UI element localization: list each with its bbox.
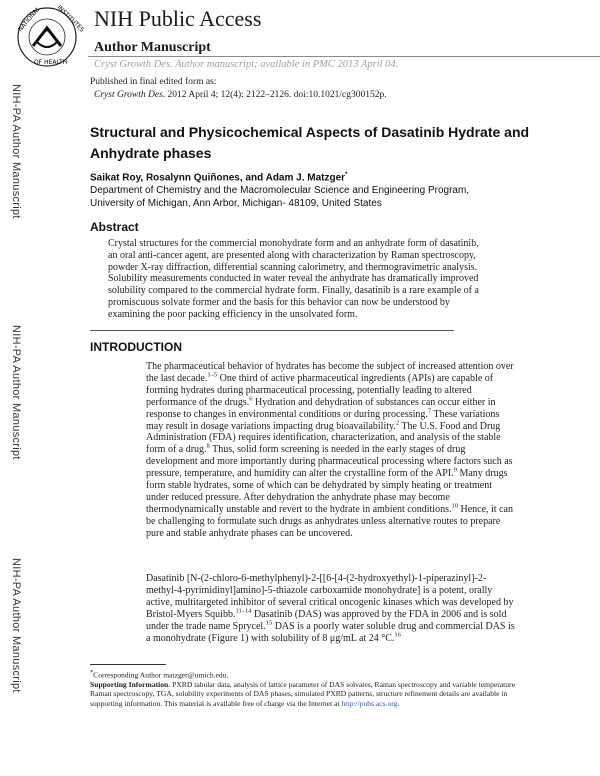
side-label-3: NIH-PA Author Manuscript	[10, 558, 22, 693]
footnote-supp-end: .	[397, 698, 400, 708]
abstract-text: Crystal structures for the commercial monohydrate form and an anhydrate form of dasatinib, an oral anti-cancer agent, are presented along with characterization by Raman spectroscopy, powder X-ray diffraction, differential scanning calorimetry, and thermogravimetric analysis. Solubility measurements conducted in water reveal the anhydrate has dramatically improved solubility compared to the commercial hydrate form. Finally, dasatinib is a rare example of a promiscuous solvate former and the basis for this behavior can now be understood by examining the poor packing efficiency in the unsolvated form.	[108, 238, 479, 320]
footnote-mark: *	[90, 669, 94, 676]
footnote-corresponding	[90, 668, 520, 680]
p1-text: Thus, solid form screening is needed in the early stages of drug development and more importantly during pharmaceutical processing where factors such as pressure, temperature, and humidity can alter the crystalline form of the API.	[146, 444, 513, 480]
nih-seal-logo	[16, 3, 86, 68]
footnote-supp-text: . PXRD tabular data, analysis of lattice parameter of DAS solvates, Raman spectroscopy and variable temperature Raman spectroscopy, TGA, solubility experiments of DAS phases, simulated PXRD patterns, structure refinement details are available in supporting information. This material is available free of charge via the Internet at	[90, 680, 515, 708]
p1-text: The pharmaceutical behavior of hydrates has become the subject of increased attention over the last decade.	[146, 361, 514, 384]
p2-ref: 16	[394, 631, 401, 639]
publication-line1: Published in final edited form as:	[90, 77, 217, 87]
intro-paragraph-1	[146, 361, 516, 540]
corresponding-mark: *	[345, 172, 348, 178]
p1-ref: 6	[249, 395, 253, 403]
footnote-supp-link[interactable]: http://pubs.acs.org	[341, 698, 398, 708]
p1-ref: 10	[451, 502, 458, 510]
header-availability-note: Cryst Growth Des. Author manuscript; available in PMC 2013 April 04.	[94, 59, 399, 70]
p1-ref: 1–5	[207, 371, 218, 379]
p1-ref: 9	[453, 466, 457, 474]
p2-ref: 15	[265, 619, 273, 627]
seal-text-left: NATIONAL	[16, 5, 42, 34]
p1-ref: 7	[427, 407, 432, 415]
nih-seal-icon	[16, 3, 86, 68]
publication-citation	[90, 89, 387, 102]
publication-journal: Cryst Growth Des	[94, 90, 163, 100]
article-affiliation: Department of Chemistry and the Macromolecular Science and Engineering Program, University of Michigan, Ann Arbor, Michigan- 48109, United States	[90, 185, 470, 209]
side-label-2: NIH-PA Author Manuscript	[10, 325, 22, 460]
publication-details: . 2012 April 4; 12(4): 2122–2126. doi:10.1021/cg300152p.	[162, 90, 387, 100]
author-names: Saikat Roy, Rosalynn Quiñones, and Adam J. Matzger	[90, 172, 346, 184]
footnote-supporting	[90, 680, 520, 708]
p2-text: Dasatinib (DAS) was approved by the FDA in 2006 and is sold under the trade name Sprycel.	[146, 608, 507, 632]
p2-text: DAS is a poorly water soluble drug and commercial DAS is a monohydrate (Figure 1) with solubility of 8 μg/mL at 24 °C.	[146, 620, 515, 644]
intro-paragraph-2	[146, 573, 516, 644]
p1-text: Hydration and dehydration of substances can occur either in response to changes in environmental conditions or during processing.	[146, 396, 496, 420]
p1-ref: 2	[395, 419, 400, 427]
p1-text: These variations may result in dosage variations impacting drug bioavailability.	[146, 408, 500, 432]
footnote-supp-label: Supporting Information	[90, 680, 169, 689]
p2-text: Dasatinib [N-(2-chloro-6-methylphenyl)-2-[[6-[4-(2-hydroxyethyl)-1-piperazinyl]-2-methyl-4-pyrimidinyl]amino]-5-thiazole carboxamide monohydrate] is a potent, orally active, multitargeted inhibitor of several critical oncogenic kinases which was developed by Bristol-Myers Squibb.	[146, 573, 514, 620]
header-divider	[88, 56, 600, 57]
publication-info	[90, 76, 387, 102]
footnote-corresponding-text: Corresponding Author matzger@umich.edu.	[93, 670, 229, 680]
side-label-1: NIH-PA Author Manuscript	[10, 84, 22, 219]
p2-ref: 11–14	[235, 607, 252, 615]
p1-text: Many drugs form stable hydrates, some of which can be dehydrated by simply heating or treatment under reduced pressure. After dehydration the anhydrate phase may become thermodynamically unstable and revert to the hydrate in ambient conditions.	[146, 468, 508, 515]
p1-text: The U.S. Food and Drug Administration (FDA) requires identification, characterization, and analysis of the stable form of a drug.	[146, 420, 501, 456]
article-authors	[90, 172, 347, 183]
article-title: Structural and Physicochemical Aspects of Dasatinib Hydrate and Anhydrate phases	[90, 124, 530, 161]
footnote-divider	[90, 664, 166, 665]
p1-ref: 8	[206, 443, 210, 451]
p1-text: Hence, it can be challenging to formulate such drugs as anhydrates unless alternative routes to prepare pure and stable anhydrate phases can be uncovered.	[146, 503, 513, 539]
seal-text-right: INSTITUTES	[55, 3, 86, 34]
abstract-heading: Abstract	[90, 220, 139, 234]
seal-text-bottom: OF HEALTH	[34, 59, 68, 66]
introduction-heading: INTRODUCTION	[90, 340, 182, 354]
abstract-divider	[90, 330, 454, 331]
p1-text: One third of active pharmaceutical ingredients (APIs) are capable of forming hydrates during pharmaceutical processing, potentially leading to altered performance of the drugs.	[146, 372, 494, 408]
header-subtitle: Author Manuscript	[94, 40, 211, 55]
header-title: NIH Public Access	[94, 6, 262, 31]
